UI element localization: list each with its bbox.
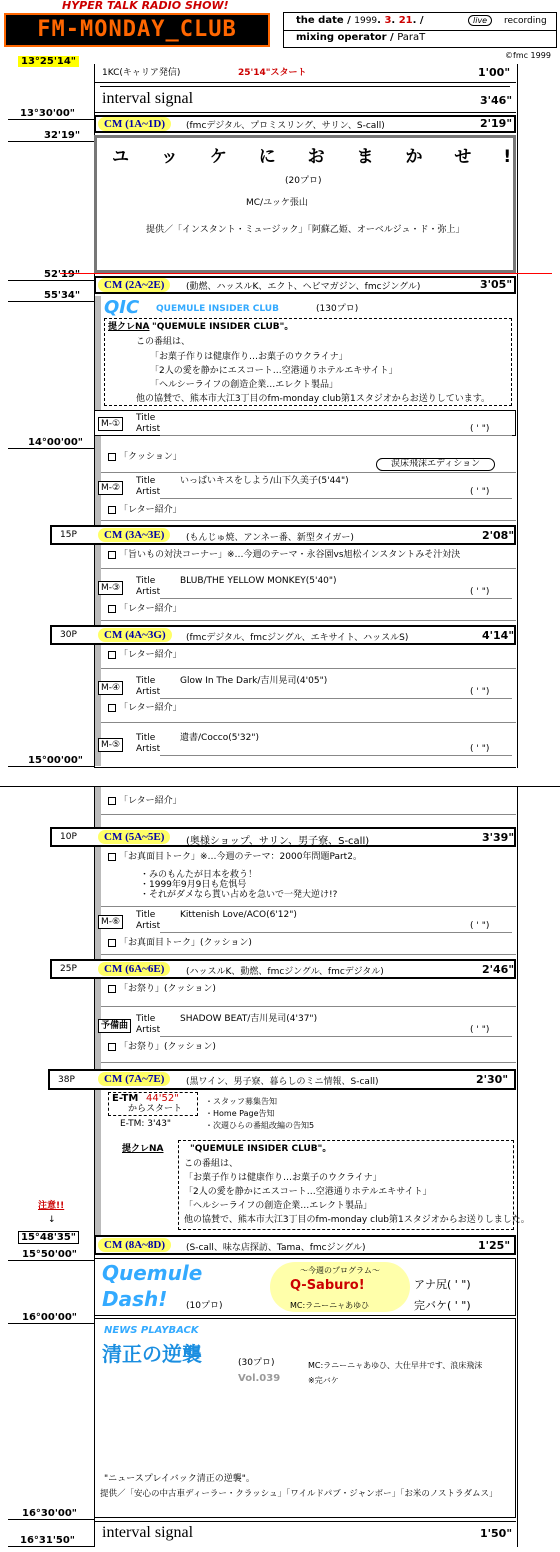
kc-label: 1KC(キャリア発信) xyxy=(102,68,181,78)
track-title-m2: いっぱいキスをしよう/山下久美子(5'44") xyxy=(180,476,349,486)
time-1330: 13°30'00" xyxy=(20,108,76,119)
news-closing: "ニュースプレイバック清正の逆襲"。 xyxy=(104,1474,255,1484)
talk-title: 「お真面目トーク」※…今週のテーマ：2000年問題Part2。 xyxy=(108,852,362,863)
qic-line-3: 「2人の愛を静かにエスコート…空港通りホテルエキサイト」 xyxy=(150,366,398,376)
cm-duration-6: 2'46" xyxy=(482,963,515,976)
mixing-label: mixing operator / xyxy=(296,32,394,43)
dash-logo-2: Dash! xyxy=(102,1287,168,1311)
omairi-1: 「お祭り」(クッション) xyxy=(108,984,216,995)
time-3219: 32'19" xyxy=(44,130,81,141)
time-163150: 16°31'50" xyxy=(20,1535,76,1546)
track-label-m2: M-② xyxy=(98,481,123,495)
qic-line-1: この番組は、 xyxy=(136,337,191,347)
track-label-m7: 予備曲 xyxy=(98,1019,131,1033)
qic2-line-1: この番組は、 xyxy=(184,1159,239,1169)
news-title: 清正の逆襲 xyxy=(102,1342,202,1366)
cm-badge-2: CM (2A~2E) xyxy=(98,278,170,292)
cm-badge-6: CM (6A~6E) xyxy=(98,962,170,976)
qic-na-label: 提クレNA xyxy=(108,322,150,332)
qic2-line-5: 他の協賛で、熊本市大江3丁目のfm-monday club第1スタジオからお送りしました。 xyxy=(184,1215,530,1225)
caution-label: 注意!! xyxy=(38,1201,65,1211)
artist-label-m1: Artist xyxy=(136,424,161,434)
cm-p-5: 10P xyxy=(60,832,77,842)
live-badge: live xyxy=(468,15,492,26)
artist-label-m2: Artist xyxy=(136,487,161,497)
mixing-name: ParaT xyxy=(397,32,426,43)
qic-line-0: "QUEMULE INSIDER CLUB"。 xyxy=(152,322,294,332)
yukke-sponsor: 提供／「インスタント・ミュージック」「阿蘇乙姫、オーベルジュ・ド・弥上」 xyxy=(146,225,465,235)
edition-badge: 涙床飛沫エディション xyxy=(376,458,495,471)
time-1500: 15°00'00" xyxy=(28,755,84,766)
dash-length: (10プロ) xyxy=(186,1301,223,1311)
news-kan: ※完バケ xyxy=(308,1376,339,1385)
caution-arrow: ↓ xyxy=(48,1215,56,1225)
end-interval-duration: 1'50" xyxy=(480,1527,513,1540)
qic-name: QUEMULE INSIDER CLUB xyxy=(156,304,279,314)
cm-text-1: (fmcデジタル、プロミスリング、サリン、S-call) xyxy=(186,121,385,131)
qic2-line-4: 「ヘルシーライフの創造企業…エレクト製品」 xyxy=(184,1201,373,1211)
yukke-title: ユ ッ ケ に お ま か せ ! xyxy=(112,147,525,167)
track-label-m5: M-⑤ xyxy=(98,738,123,752)
time-paren-m6: ( ' ") xyxy=(470,921,490,931)
time-paren-m3: ( ' ") xyxy=(470,587,490,597)
dash-program-title: Q-Saburo! xyxy=(290,1278,365,1293)
etm-start: からスタート xyxy=(128,1104,183,1114)
title-label-m1: Title xyxy=(136,413,156,423)
cm-badge-7: CM (7A~7E) xyxy=(98,1072,170,1086)
cm-duration-2: 3'05" xyxy=(480,278,513,291)
cm-duration-5: 3'39" xyxy=(482,831,515,844)
dash-ana: アナ尻( ' ") xyxy=(414,1278,471,1291)
title-label-m2: Title xyxy=(136,476,156,486)
cm-p-3: 15P xyxy=(60,530,77,540)
cm-text-5: (奥様ショップ、サリン、男子寮、S-call) xyxy=(186,836,370,847)
time-1600: 16°00'00" xyxy=(22,1312,78,1323)
time-1400: 14°00'00" xyxy=(28,437,84,448)
header-subtitle: HYPER TALK RADIO SHOW! xyxy=(62,0,229,12)
cm-duration-7: 2'30" xyxy=(476,1073,509,1086)
artist-label-m7: Artist xyxy=(136,1025,161,1035)
track-label-m3: M-③ xyxy=(98,581,123,595)
cm-text-7: (黒ワイン、男子寮、暮らしのミニ情報、S-call) xyxy=(186,1077,379,1087)
time-154835: 15°48'35" xyxy=(18,1231,79,1244)
artist-label-m6: Artist xyxy=(136,921,161,931)
dash-mc: MC:ラニーニャあゆひ xyxy=(290,1301,370,1310)
interval-duration: 3'46" xyxy=(480,94,513,107)
etm-note-1: ・Home Page告知 xyxy=(205,1109,275,1118)
talk-cushion: 「お真面目トーク」(クッション) xyxy=(108,938,252,949)
qic2-na-label: 提クレNA xyxy=(122,1144,164,1154)
cm-duration-8: 1'25" xyxy=(478,1239,511,1252)
cm-p-6: 25P xyxy=(60,964,77,974)
letter-4: 「レター紹介」 xyxy=(108,703,182,714)
artist-label-m3: Artist xyxy=(136,587,161,597)
cm-badge-1: CM (1A~1D) xyxy=(98,117,171,131)
cm-badge-5: CM (5A~5E) xyxy=(98,830,170,844)
time-paren-m2: ( ' ") xyxy=(470,487,490,497)
qic-line-2: 「お菓子作りは健康作り…お菓子のウクライナ」 xyxy=(150,352,348,362)
interval-arrow xyxy=(100,86,510,87)
news-mc: MC:ラニーニャあゆひ、大仕早井です、浪床飛沫 xyxy=(308,1361,483,1370)
yukke-mc: MC/ユッケ張山 xyxy=(246,198,308,208)
letter-3: 「レター紹介」 xyxy=(108,650,182,661)
artist-label-m4: Artist xyxy=(136,687,161,697)
date-day: 21 xyxy=(398,15,413,26)
time-paren-m1: ( ' ") xyxy=(470,424,490,434)
show-title xyxy=(4,13,270,47)
news-vol: Vol.039 xyxy=(238,1373,281,1384)
track-title-m7: SHADOW BEAT/吉川晃司(4'37") xyxy=(180,1014,318,1024)
letter-2: 「レター紹介」 xyxy=(108,604,182,615)
etm-note-0: ・スタッフ募集告知 xyxy=(205,1097,277,1106)
title-label-m3: Title xyxy=(136,576,156,586)
etm-note-2: ・次週ひらの番組改編の告知5 xyxy=(205,1121,315,1130)
talk-bullet-0: ・みのもんたが日本を救う！ xyxy=(140,870,258,880)
talk-bullet-2: ・それがダメなら貰い占めを急いで一発大逆け!? xyxy=(140,890,338,900)
cm-text-3: (もんじゅ焼、アンネー番、新型タイガー) xyxy=(186,533,354,543)
etm-duration: E-TM: 3'43" xyxy=(120,1119,172,1129)
dash-kan: 完バケ( ' ") xyxy=(414,1299,471,1312)
title-label-m4: Title xyxy=(136,676,156,686)
track-title-m5: 遺書/Cocco(5'32") xyxy=(180,733,260,743)
time-1630: 16°30'00" xyxy=(22,1508,78,1519)
news-sponsor: 提供／「安心の中古車ディーラー・クラッシュ」「ワイルドパブ・ジャンボー」「お米のノストラダムス」 xyxy=(100,1489,498,1499)
title-label-m5: Title xyxy=(136,733,156,743)
qic-logo: QIC xyxy=(104,297,140,318)
interval-signal: interval signal xyxy=(102,90,194,107)
track-title-m4: Glow In The Dark/吉川晃司(4'05") xyxy=(180,676,328,686)
qic2-line-0: "QUEMULE INSIDER CLUB"。 xyxy=(190,1144,332,1154)
omairi-2: 「お祭り」(クッション) xyxy=(108,1042,216,1053)
start-label: 25'14"スタート xyxy=(238,68,307,78)
copyright: ©fmc 1999 xyxy=(505,51,551,60)
end-interval-signal: interval signal xyxy=(102,1524,194,1541)
time-1550: 15°50'00" xyxy=(22,1249,78,1260)
track-title-m6: Kittenish Love/ACO(6'12") xyxy=(180,910,297,920)
cm-text-6: (ハッスルK、動燃、fmcジングル、fmcデジタル) xyxy=(186,967,384,977)
news-label: NEWS PLAYBACK xyxy=(104,1325,199,1336)
cm-text-4: (fmcデジタル、fmcジングル、エキサイト、ハッスルS) xyxy=(186,633,409,643)
title-label-m6: Title xyxy=(136,910,156,920)
cm-duration-4: 4'14" xyxy=(482,629,515,642)
track-title-m3: BLUB/THE YELLOW MONKEY(5'40") xyxy=(180,576,337,586)
date-year: 1999 xyxy=(354,16,378,26)
track-label-m6: M-⑥ xyxy=(98,915,123,929)
yukke-length: (20プロ) xyxy=(285,176,322,186)
title-label-m7: Title xyxy=(136,1014,156,1024)
qic-line-5: 他の協賛で、熊本市大江3丁目のfm-monday club第1スタジオからお送りしています。 xyxy=(136,394,490,404)
time-5534: 55'34" xyxy=(44,290,81,301)
cm-badge-8: CM (8A~8D) xyxy=(98,1238,171,1252)
recording-label: recording xyxy=(504,16,547,26)
time-paren-m5: ( ' ") xyxy=(470,744,490,754)
dash-program-label: ～今週のプログラム～ xyxy=(300,1266,380,1275)
date-label: the date / xyxy=(296,15,351,26)
qic-line-4: 「ヘルシーライフの創造企業…エレクト製品」 xyxy=(150,380,339,390)
cm-duration-3: 2'08" xyxy=(482,529,515,542)
artist-label-m5: Artist xyxy=(136,744,161,754)
track-label-m4: M-④ xyxy=(98,681,123,695)
time-paren-m7: ( ' ") xyxy=(470,1025,490,1035)
show-title-text: FM-MONDAY_CLUB xyxy=(37,17,237,42)
date-sep: / xyxy=(419,15,424,26)
talk-bullet-1: ・1999年9月9日も危惧号 xyxy=(140,880,247,890)
cm-p-4: 30P xyxy=(60,630,77,640)
qic2-line-2: 「お菓子作りは健康作り…お菓子のウクライナ」 xyxy=(184,1173,382,1183)
cushion-1: 「クッション」 xyxy=(108,452,182,463)
tasty-corner: 「旨いもの対決コーナー」※…今週のテーマ・永谷園vs旭松インスタントみそ汁対決 xyxy=(108,550,460,561)
time-start: 13°25'14" xyxy=(18,56,79,67)
dash-logo-1: Quemule xyxy=(102,1261,203,1285)
letter-1: 「レター紹介」 xyxy=(108,505,182,516)
cm-p-7: 38P xyxy=(58,1075,75,1085)
etm-time: 44'52" xyxy=(146,1093,179,1104)
news-length: (30プロ) xyxy=(238,1358,275,1368)
cm-duration-1: 2'19" xyxy=(480,117,513,130)
side-strip-2 xyxy=(95,787,101,1237)
time-5219: 52'19" xyxy=(44,269,81,280)
etm-label: E-TM xyxy=(112,1093,139,1104)
track-label-m1: M-① xyxy=(98,417,123,431)
qic2-line-3: 「2人の愛を静かにエスコート…空港通りホテルエキサイト」 xyxy=(184,1187,432,1197)
kc-duration: 1'00" xyxy=(478,66,511,79)
cm-badge-4: CM (4A~3G) xyxy=(98,628,172,642)
red-line xyxy=(60,273,552,274)
cm-text-8: (S-call、味な店探訪、Tama、fmcジングル) xyxy=(186,1243,366,1253)
date-month: 3 xyxy=(384,15,392,26)
qic-length: (130プロ) xyxy=(316,304,359,314)
time-paren-m4: ( ' ") xyxy=(470,687,490,697)
cm-badge-3: CM (3A~3E) xyxy=(98,528,170,542)
letter-5: 「レター紹介」 xyxy=(108,796,182,807)
date-panel: the date / 1999. 3. 21. / live recording mixing operator / ParaT xyxy=(283,12,557,48)
cm-text-2: (動燃、ハッスルK、エクト、ヘビマガジン、fmcジングル) xyxy=(186,282,421,292)
